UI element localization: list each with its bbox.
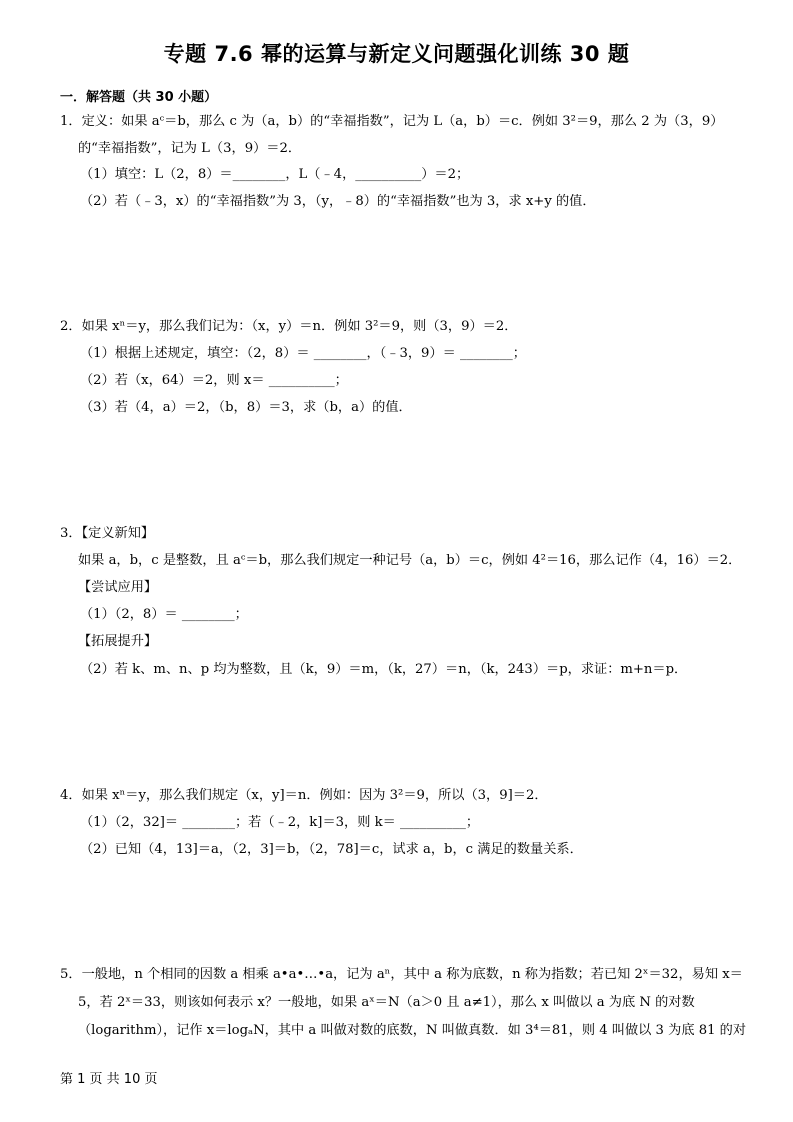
q1-line-1: 1．定义：如果 aᶜ＝b，那么 c 为（a，b）的“幸福指数”，记为 L（a，b）＝c．例如 3²＝9，那么 2 为（3，9）	[60, 114, 724, 129]
q3-line-1: 3．【定义新知】	[60, 526, 155, 541]
q1-line-3: （1）填空：L（2，8）＝________，L（﹣4，__________）＝2；	[80, 167, 470, 182]
q2-line-1: 2．如果 xⁿ＝y，那么我们记为：（x，y）＝n．例如 3²＝9，则（3，9）＝2．	[60, 319, 518, 334]
q5-line-3: （logarithm），记作 x＝logₐN，其中 a 叫做对数的底数，N 叫做真数．如 3⁴＝81，则 4 叫做以 3 为底 81 的对	[78, 1023, 747, 1038]
q4-line-2: （1）（2，32]＝ ________；若（﹣2，k]＝3，则 k＝ __________；	[80, 815, 480, 830]
q2-line-2: （1）根据上述规定，填空：（2，8）＝ ________，（﹣3，9）＝ ________；	[80, 346, 526, 361]
q3-line-4: （1）（2，8）＝ ________；	[80, 607, 248, 622]
q3-line-2: 如果 a，b，c 是整数，且 aᶜ＝b，那么我们规定一种记号（a，b）＝c，例如 4²＝16，那么记作（4，16）＝2．	[78, 553, 742, 568]
q2-line-3: （2）若（x，64）＝2，则 x＝ __________；	[80, 373, 348, 388]
page-footer: 第 1 页 共 10 页	[60, 1072, 158, 1087]
q5-line-2: 5，若 2ˣ＝33，则该如何表示 x？一般地，如果 aˣ＝N（a＞0 且 a≠1），那么 x 叫做以 a 为底 N 的对数	[78, 995, 695, 1010]
section-heading: 一．解答题（共 30 小题）	[60, 90, 218, 105]
q3-line-6: （2）若 k、m、n、p 均为整数，且（k，9）＝m，（k，27）＝n，（k，243）＝p，求证：m+n＝p．	[80, 662, 688, 677]
q5-line-1: 5．一般地，n 个相同的因数 a 相乘 a•a•…•a，记为 aⁿ，其中 a 称为底数，n 称为指数；若已知 2ˣ＝32，易知 x＝	[60, 967, 743, 982]
q1-line-2: 的“幸福指数”，记为 L（3，9）＝2．	[78, 141, 302, 156]
page-title: 专题 7.6 幂的运算与新定义问题强化训练 30 题	[163, 42, 630, 66]
q4-line-1: 4．如果 xⁿ＝y，那么我们规定（x，y]＝n．例如：因为 3²＝9，所以（3，9]＝2．	[60, 788, 548, 803]
q3-line-5: 【拓展提升】	[78, 634, 158, 649]
q1-line-4: （2）若（﹣3，x）的“幸福指数”为 3，（y，﹣8）的“幸福指数”也为 3，求 x+y 的值．	[80, 194, 596, 209]
q2-line-4: （3）若（4，a）＝2，（b，8）＝3，求（b，a）的值．	[80, 400, 412, 415]
q3-line-3: 【尝试应用】	[78, 580, 158, 595]
q4-line-3: （2）已知（4，13]＝a，（2，3]＝b，（2，78]＝c，试求 a，b，c 满足的数量关系．	[80, 842, 583, 857]
